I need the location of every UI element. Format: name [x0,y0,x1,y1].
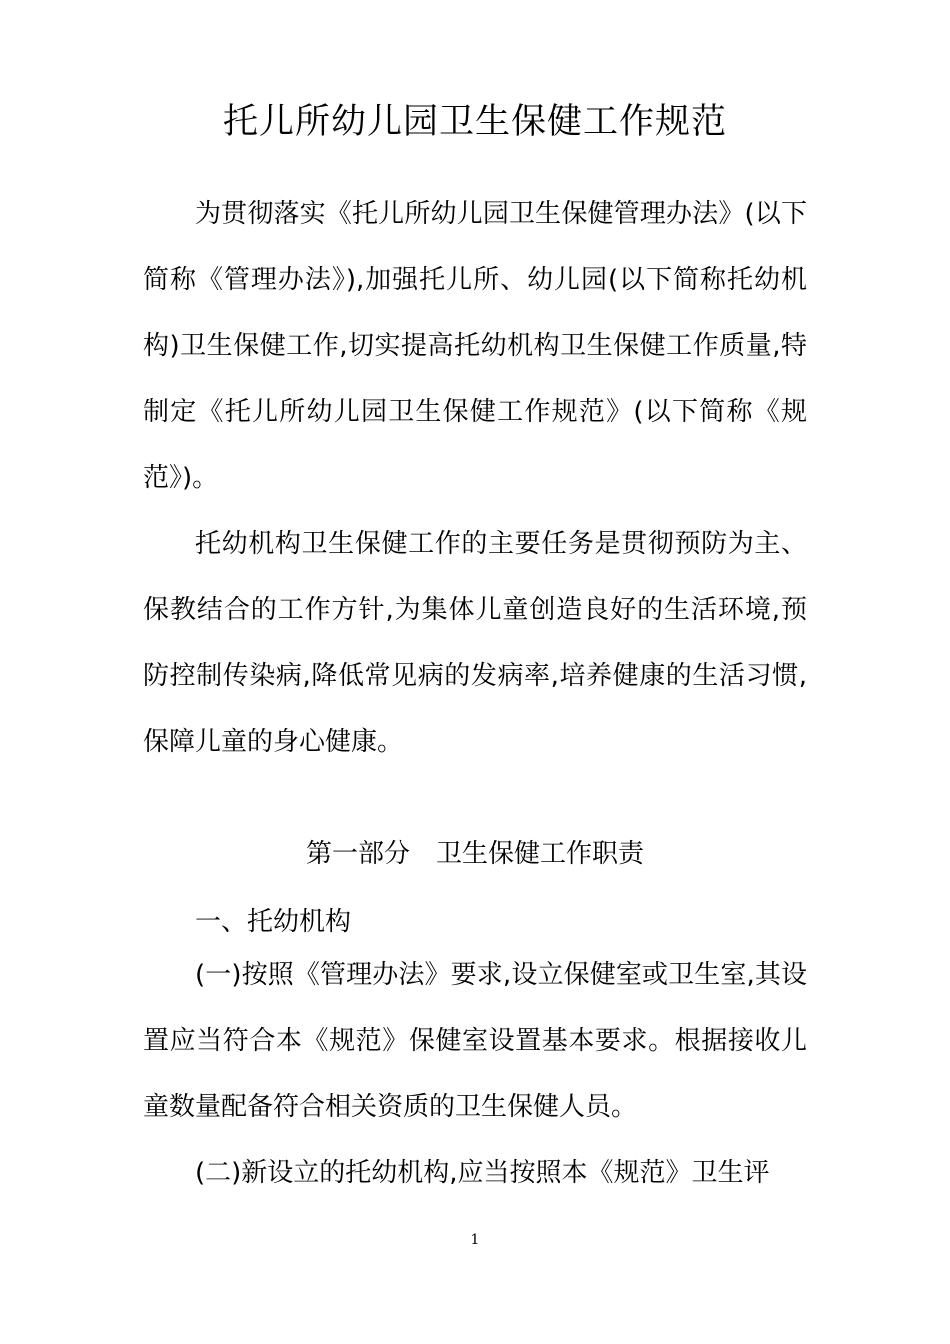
intro-paragraph-1: 为贯彻落实《托儿所幼儿园卫生保健管理办法》(以下简称《管理办法》),加强托儿所、幼儿园(以下简称托幼机构)卫生保健工作,切实提高托幼机构卫生保健工作质量,特制定《托儿所幼儿园卫生保健工作规范》(以下简称《规范》)。 [143,199,807,493]
section-title: 第一部分 卫生保健工作职责 [305,839,644,869]
document-title: 托儿所幼儿园卫生保健工作规范 [222,102,727,142]
page-number: 1 [470,1232,480,1248]
item-paragraph-2: (二)新设立的托幼机构,应当按照本《规范》卫生评 [195,1158,770,1188]
subsection-heading: 一、托幼机构 [195,907,352,937]
item-paragraph-1: (一)按照《管理办法》要求,设立保健室或卫生室,其设置应当符合本《规范》保健室设置基本要求。根据接收儿童数量配备符合相关资质的卫生保健人员。 [143,960,807,1122]
intro-paragraph-2: 托幼机构卫生保健工作的主要任务是贯彻预防为主、保教结合的工作方针,为集体儿童创造良好的生活环境,预防控制传染病,降低常见病的发病率,培养健康的生活习惯,保障儿童的身心健康。 [143,529,807,757]
